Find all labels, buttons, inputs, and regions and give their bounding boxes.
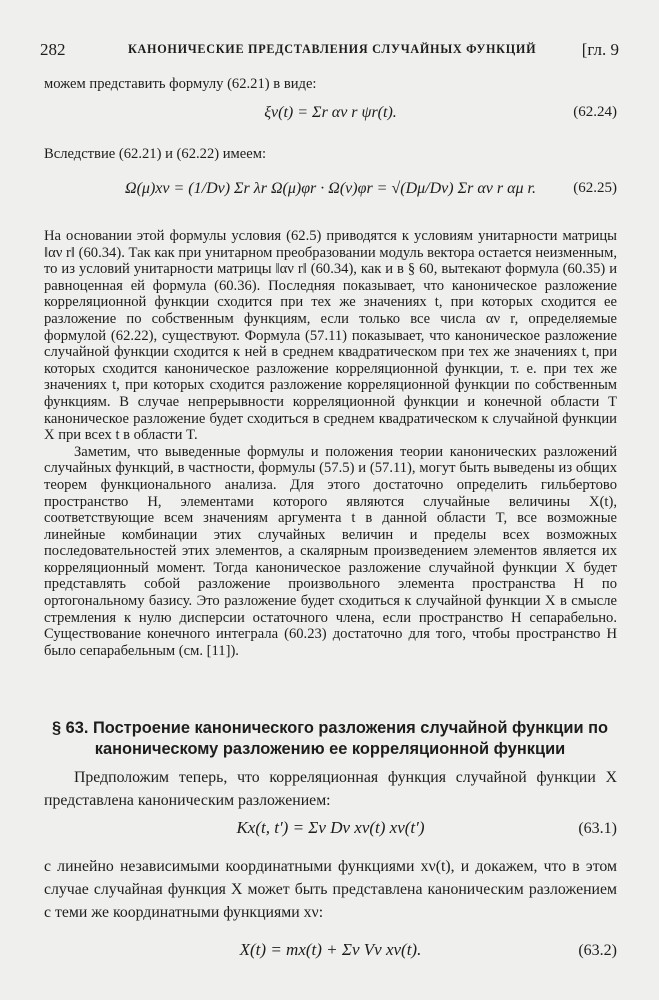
section-paragraph-2: с линейно независимыми координатными функциями xν(t), и докажем, что в этом случае случайная функция X может быть представлена каноническим разложением с теми же координатными функциями xν: [44,858,617,921]
section-paragraph-1: Предположим теперь, что корреляционная функция случайной функции X представлена каноническим разложением: [44,769,617,809]
equation-number-62-24: (62.24) [573,104,617,120]
equation-number-62-25: (62.25) [573,180,617,196]
section-heading-63: § 63. Построение канонического разложения случайной функции по каноническому разложению ее корреляционной функции [51,719,608,758]
equation-63-1: Kx(t, t′) = Σν Dν xν(t) xν(t′) [236,818,425,837]
paragraph-unitarity: На основании этой формулы условия (62.5) приводятся к условиям унитарности матрицы ‖αν r‖ (60.34). Так как при унитарном преобразовании модуль вектора остается неизменным, то из условий унитарности матрицы ‖αν r‖ (60.34), как и в § 60, вытекают формула (60.35) и равноценная ей формула (60.36). Последняя показывает, что каноническое разложение корреляционной функции сходится при тех же значениях t, при которых сходится ее разложение по собственным функциям, если только все числа αν r, определяемые формулой (62.22), существуют. Формула (57.11) показывает, что каноническое разложение случайной функции сходится к ней в среднем квадратическом при тех же значениях t, при которых сходится каноническое разложение корреляционной функции, т. е. при тех же значениях t, при которых сходится разложение корреляционной функции по собственным функциям. В случае непрерывности корреляционной функции и конечной области T каноническое разложение будет сходиться в среднем квадратическом к случайной функции X при всех t в области T. [44,228,617,444]
running-title: КАНОНИЧЕСКИЕ ПРЕДСТАВЛЕНИЯ СЛУЧАЙНЫХ ФУНКЦИЙ [128,42,537,56]
consequence-line: Вследствие (62.21) и (62.22) имеем: [44,146,267,162]
equation-number-63-2: (63.2) [578,942,617,959]
equation-62-24: ξν(t) = Σr αν r ψr(t). [264,104,397,121]
equation-63-2: X(t) = mx(t) + Σν Vν xν(t). [239,940,422,959]
equation-62-25: Ω(μ)xν = (1/Dν) Σr λr Ω(μ)φr · Ω(ν)φr = √(Dμ/Dν) Σr αν r αμ r. [125,180,536,197]
page-number: 282 [40,40,66,59]
chapter-label: [гл. 9 [581,40,619,59]
intro-line: можем представить формулу (62.21) в виде: [44,76,317,92]
equation-number-63-1: (63.1) [578,820,617,837]
page-header [40,40,619,64]
paragraph-hilbert-space: Заметим, что выведенные формулы и положения теории канонических разложений случайных функций, в частности, формулы (57.5) и (57.11), могут быть выведены из общих теорем функционального анализа. Для этого достаточно определить гильбертово пространство H, элементами которого являются случайные величины X(t), соответствующие всем значениям аргумента t в данной области T, все возможные линейные комбинации этих случайных величин и пределы всех возможных последовательностей этих элементов, а скалярным произведением элементов является их корреляционный момент. Тогда каноническое разложение случайной функции X будет представлять собой разложение произвольного элемента пространства H по ортогональному базису. Это разложение будет сходиться к случайной функции X в смысле стремления к нулю дисперсии остаточного члена, если пространство H сепарабельно. Существование конечного интеграла (60.23) достаточно для того, чтобы пространство H было сепарабельным (см. [11]). [44,443,617,659]
body-text-62 [44,228,617,659]
